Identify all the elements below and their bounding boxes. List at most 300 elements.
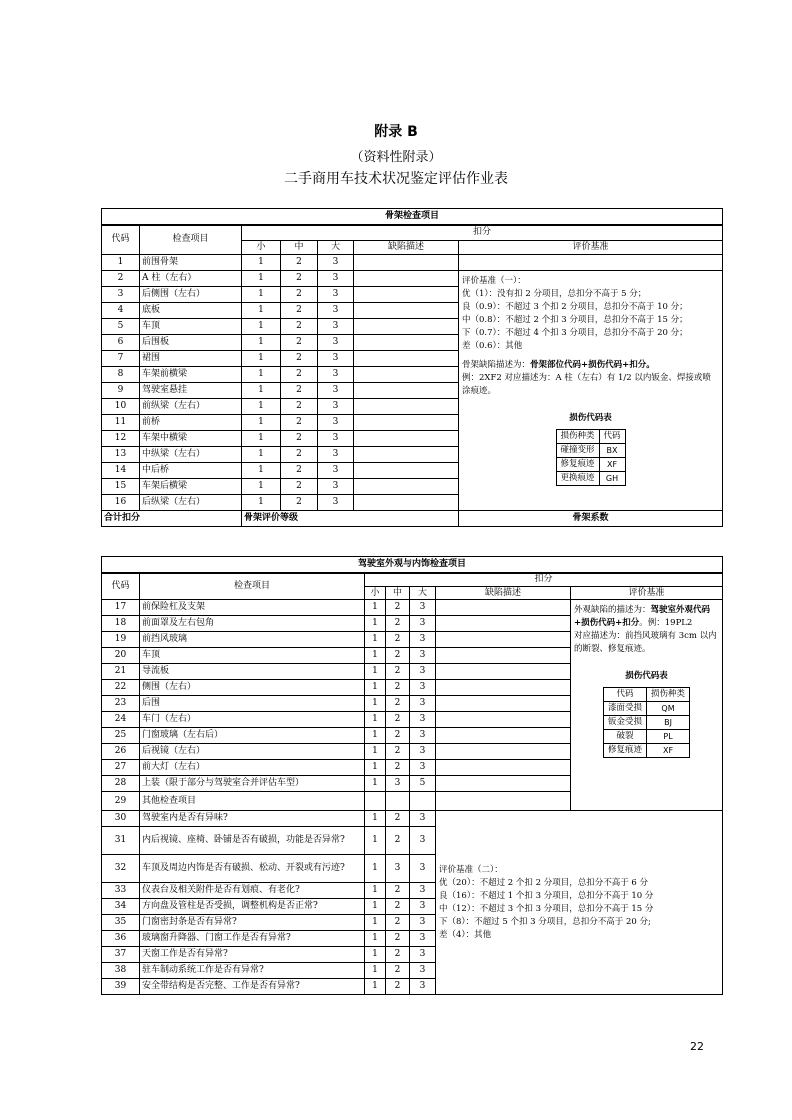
criteria-line: 中（12）：不超过 3 个扣 3 分项目，总扣分不高于 15 分 (439, 903, 654, 914)
cabin-section-title: 驾驶室外观与内饰检查项目 (102, 557, 723, 573)
score-small: 1 (365, 931, 386, 947)
score-mid: 2 (386, 712, 410, 728)
damage-code: XF (599, 458, 625, 472)
criteria-header: 评价基准 (459, 241, 723, 255)
score-big: 3 (318, 287, 354, 303)
score-big: 3 (318, 319, 354, 335)
row-code: 19 (102, 632, 140, 648)
score-small: 1 (242, 335, 281, 351)
row-code: 30 (102, 811, 140, 827)
score-mid: 2 (281, 495, 318, 511)
score-mid: 2 (386, 915, 410, 931)
score-small: 1 (365, 915, 386, 931)
score-big: 3 (318, 447, 354, 463)
defect-rule (462, 359, 719, 372)
defect-header: 缺陷描述 (436, 587, 571, 600)
score-small: 1 (365, 744, 386, 760)
row-item: 前纵梁（左右） (140, 399, 242, 415)
score-mid: 3 (386, 776, 410, 792)
score-big: 3 (410, 744, 436, 760)
row-code: 32 (102, 855, 140, 883)
damage-code: BX (599, 444, 625, 458)
row-item: 后纵梁（左右） (140, 495, 242, 511)
table-row (102, 271, 723, 287)
defect-cell (354, 415, 459, 431)
score-big (410, 792, 436, 811)
table-row (102, 600, 723, 616)
exterior-rule-prefix: 外观缺陷的描述为： (574, 605, 651, 615)
score-big: 3 (318, 479, 354, 495)
frame-grade-label: 骨架评价等级 (242, 511, 459, 527)
row-item: 驾驶室悬挂 (140, 383, 242, 399)
score-mid (386, 792, 410, 811)
row-code: 12 (102, 431, 140, 447)
appendix-title: 附录 B (374, 124, 418, 140)
row-item: 方向盘及管柱是否受损，调整机构是否正常? (140, 899, 365, 915)
damage-type: 漆面受损 (604, 702, 647, 716)
frame-damage-code-table (556, 429, 626, 486)
score-small: 1 (242, 255, 281, 271)
row-item: 驻车制动系统工作是否有异常? (140, 963, 365, 979)
damage-row (556, 458, 625, 472)
row-code: 3 (102, 287, 140, 303)
row-code: 24 (102, 712, 140, 728)
defect-cell (436, 728, 571, 744)
score-mid: 2 (281, 271, 318, 287)
damage-row (604, 702, 690, 716)
row-item: 后侧围（左右） (140, 287, 242, 303)
row-code: 35 (102, 915, 140, 931)
damage-row (604, 716, 690, 730)
defect-cell (436, 664, 571, 680)
score-small: 1 (242, 319, 281, 335)
defect-cell (436, 792, 571, 811)
row-code: 39 (102, 979, 140, 995)
defect-cell (436, 744, 571, 760)
row-code: 21 (102, 664, 140, 680)
score-mid: 2 (386, 728, 410, 744)
defect-cell (354, 463, 459, 479)
row-code: 6 (102, 335, 140, 351)
criteria-line: 差（0.6）：其他 (462, 341, 523, 351)
row-item: 侧围（左右） (140, 680, 365, 696)
score-mid: 2 (386, 827, 410, 855)
defect-rule-prefix: 骨架缺陷描述为： (462, 360, 531, 370)
score-small: 1 (242, 367, 281, 383)
damage-header-cell: 损伤种类 (556, 430, 599, 444)
row-code: 4 (102, 303, 140, 319)
row-item: 仪表台及相关附件是否有划痕、有老化? (140, 883, 365, 899)
score-big: 3 (318, 255, 354, 271)
criteria-header: 评价基准 (571, 587, 723, 600)
defect-cell (436, 776, 571, 792)
exterior-example: 对应描述为：前挡风玻璃有 3cm 以内的断裂、修复痕迹。 (574, 631, 717, 654)
defect-cell (354, 271, 459, 287)
total-deduction-label: 合计扣分 (102, 511, 242, 527)
frame-coefficient-label: 骨架系数 (459, 511, 723, 527)
criteria-line: 下（8）：不超过 5 个扣 3 分项目，总扣分不高于 20 分; (439, 916, 651, 927)
defect-cell (354, 399, 459, 415)
row-code: 31 (102, 827, 140, 855)
row-item: 前桥 (140, 415, 242, 431)
deduct-header: 扣分 (365, 573, 723, 587)
row-item: 车门（左右） (140, 712, 365, 728)
score-mid: 2 (281, 479, 318, 495)
score-big: 3 (318, 351, 354, 367)
row-item: 后围 (140, 696, 365, 712)
exterior-example-lead: 。例：19PL2 (639, 618, 693, 628)
damage-type: 修复痕迹 (604, 744, 647, 758)
score-big: 3 (318, 463, 354, 479)
damage-code: XF (647, 744, 690, 758)
exterior-rule (574, 604, 719, 630)
score-small: 1 (242, 383, 281, 399)
damage-type: 碰撞变形 (556, 444, 599, 458)
defect-cell (354, 479, 459, 495)
score-small (365, 792, 386, 811)
score-big: 3 (410, 648, 436, 664)
score-mid: 2 (386, 811, 410, 827)
criteria-line: 差（4）：其他 (439, 929, 492, 940)
table-row (102, 255, 723, 271)
score-mid: 2 (281, 255, 318, 271)
score-mid: 2 (281, 319, 318, 335)
row-item: 上装（限于部分与驾驶室合并评估车型） (140, 776, 365, 792)
score-small: 1 (242, 495, 281, 511)
row-item: 内后视镜、座椅、卧铺是否有破损，功能是否异常? (140, 827, 365, 855)
row-item: 车顶及周边内饰是否有破损、松动、开裂或有污迹? (140, 855, 365, 883)
defect-cell (436, 632, 571, 648)
damage-table-title: 损伤代码表 (569, 413, 612, 423)
defect-cell (436, 600, 571, 616)
score-big: 5 (410, 776, 436, 792)
score-big: 3 (410, 632, 436, 648)
score-small: 1 (242, 287, 281, 303)
defect-cell (436, 648, 571, 664)
mid-header: 中 (281, 241, 318, 255)
score-small: 1 (365, 696, 386, 712)
damage-code: PL (647, 730, 690, 744)
row-code: 29 (102, 792, 140, 811)
score-small: 1 (365, 811, 386, 827)
defect-cell (354, 351, 459, 367)
score-mid: 2 (386, 979, 410, 995)
score-big: 3 (318, 303, 354, 319)
score-big: 3 (410, 963, 436, 979)
deduct-header: 扣分 (242, 225, 723, 241)
score-big: 3 (318, 271, 354, 287)
score-mid: 2 (281, 431, 318, 447)
score-mid: 2 (386, 760, 410, 776)
criteria-line: 良（16）：不超过 1 个扣 3 分项目，总扣分不高于 10 分 (439, 890, 654, 901)
defect-cell (354, 303, 459, 319)
row-code: 13 (102, 447, 140, 463)
score-big: 3 (410, 855, 436, 883)
score-small: 1 (242, 463, 281, 479)
damage-row (556, 444, 625, 458)
score-big: 3 (318, 399, 354, 415)
score-mid: 3 (386, 855, 410, 883)
score-small: 1 (242, 415, 281, 431)
defect-cell (354, 287, 459, 303)
row-code: 11 (102, 415, 140, 431)
frame-criteria (459, 271, 723, 511)
score-mid: 2 (386, 696, 410, 712)
criteria-line: 优（1）：没有扣 2 分项目，总扣分不高于 5 分； (462, 289, 647, 299)
score-small: 1 (365, 776, 386, 792)
score-big: 3 (410, 979, 436, 995)
score-small: 1 (365, 979, 386, 995)
mid-header: 中 (386, 587, 410, 600)
row-item: 前面罩及左右包角 (140, 616, 365, 632)
row-code: 36 (102, 931, 140, 947)
row-item: 前挡风玻璃 (140, 632, 365, 648)
score-small: 1 (365, 947, 386, 963)
exterior-rule-format: 驾驶室外观代码+损伤代码+扣分 (574, 605, 711, 628)
row-code: 2 (102, 271, 140, 287)
row-code: 5 (102, 319, 140, 335)
code-header: 代码 (102, 225, 140, 255)
defect-cell (354, 383, 459, 399)
appendix-subtitle: （资料性附录） (350, 150, 442, 165)
row-code: 16 (102, 495, 140, 511)
row-item: 前围骨架 (140, 255, 242, 271)
score-big: 3 (318, 431, 354, 447)
score-mid: 2 (281, 447, 318, 463)
row-item: 车架后横梁 (140, 479, 242, 495)
score-mid: 2 (386, 931, 410, 947)
criteria-head: 评价基准（一）： (462, 276, 526, 286)
criteria-line: 优（20）：不超过 2 个扣 2 分项目，总扣分不高于 6 分 (439, 877, 649, 888)
score-small: 1 (365, 616, 386, 632)
row-code: 1 (102, 255, 140, 271)
score-small: 1 (365, 760, 386, 776)
score-small: 1 (242, 271, 281, 287)
row-code: 18 (102, 616, 140, 632)
defect-cell (354, 447, 459, 463)
criteria-line: 良（0.9）：不超过 3 个扣 2 分项目，总扣分不高于 10 分； (462, 302, 688, 312)
row-code: 17 (102, 600, 140, 616)
damage-header-cell: 代码 (599, 430, 625, 444)
row-item: 其他检查项目 (140, 792, 365, 811)
row-item: 底板 (140, 303, 242, 319)
row-item: 后视镜（左右） (140, 744, 365, 760)
score-mid: 2 (281, 335, 318, 351)
defect-cell (354, 495, 459, 511)
damage-type: 修复痕迹 (556, 458, 599, 472)
score-big: 3 (410, 915, 436, 931)
big-header: 大 (318, 241, 354, 255)
score-mid: 2 (386, 744, 410, 760)
summary-row (102, 511, 723, 527)
score-mid: 2 (281, 367, 318, 383)
score-mid: 2 (281, 351, 318, 367)
row-code: 8 (102, 367, 140, 383)
damage-type: 钣金受损 (604, 716, 647, 730)
score-small: 1 (365, 664, 386, 680)
damage-header-cell: 代码 (604, 688, 647, 702)
damage-table-title: 损伤代码表 (625, 671, 668, 681)
score-big: 3 (410, 760, 436, 776)
row-item: 车顶 (140, 648, 365, 664)
big-header: 大 (410, 587, 436, 600)
score-small: 1 (242, 303, 281, 319)
score-small: 1 (365, 728, 386, 744)
row-code: 22 (102, 680, 140, 696)
row-code: 14 (102, 463, 140, 479)
score-mid: 2 (386, 947, 410, 963)
score-big: 3 (410, 811, 436, 827)
small-header: 小 (242, 241, 281, 255)
row-code: 26 (102, 744, 140, 760)
row-code: 28 (102, 776, 140, 792)
score-small: 1 (365, 963, 386, 979)
defect-cell (436, 712, 571, 728)
defect-header: 缺陷描述 (354, 241, 459, 255)
damage-row (556, 472, 625, 486)
score-big: 3 (410, 712, 436, 728)
damage-type: 更换痕迹 (556, 472, 599, 486)
criteria-line: 中（0.8）：不超过 2 个扣 3 分项目，总扣分不高于 15 分； (462, 315, 688, 325)
row-item: 前保险杠及支架 (140, 600, 365, 616)
row-item: 门窗玻璃（左右后） (140, 728, 365, 744)
score-mid: 2 (386, 632, 410, 648)
score-small: 1 (365, 899, 386, 915)
damage-code: BJ (647, 716, 690, 730)
score-mid: 2 (281, 415, 318, 431)
score-big: 3 (410, 947, 436, 963)
interior-criteria (436, 811, 723, 995)
code-header: 代码 (102, 573, 140, 600)
exterior-criteria (571, 600, 723, 811)
page-number: 22 (690, 1040, 704, 1053)
row-code: 10 (102, 399, 140, 415)
defect-cell (436, 760, 571, 776)
defect-cell (354, 255, 459, 271)
damage-row (604, 744, 690, 758)
defect-cell (354, 431, 459, 447)
score-big: 3 (318, 383, 354, 399)
score-big: 3 (318, 367, 354, 383)
score-mid: 2 (386, 616, 410, 632)
row-item: 车架中横梁 (140, 431, 242, 447)
row-item: A 柱（左右） (140, 271, 242, 287)
score-mid: 2 (281, 303, 318, 319)
row-item: 车架前横梁 (140, 367, 242, 383)
score-mid: 2 (386, 648, 410, 664)
score-big: 3 (410, 883, 436, 899)
criteria-head: 评价基准（二）： (439, 864, 503, 875)
row-item: 中后桥 (140, 463, 242, 479)
row-item: 前大灯（左右） (140, 760, 365, 776)
score-big: 3 (410, 899, 436, 915)
score-big: 3 (410, 728, 436, 744)
row-code: 38 (102, 963, 140, 979)
score-small: 1 (242, 351, 281, 367)
score-small: 1 (242, 447, 281, 463)
score-small: 1 (365, 600, 386, 616)
row-item: 安全带结构是否完整、工作是否有异常? (140, 979, 365, 995)
score-big: 3 (318, 495, 354, 511)
score-small: 1 (365, 712, 386, 728)
defect-example: 例：2XF2 对应描述为：A 柱（左右）有 1/2 以内钣金、焊接或喷涂痕迹。 (462, 373, 711, 396)
row-code: 27 (102, 760, 140, 776)
score-small: 1 (365, 648, 386, 664)
score-small: 1 (365, 883, 386, 899)
row-code: 23 (102, 696, 140, 712)
row-item: 门窗密封条是否有异常? (140, 915, 365, 931)
score-mid: 2 (386, 680, 410, 696)
damage-row (604, 730, 690, 744)
row-code: 20 (102, 648, 140, 664)
score-small: 1 (365, 680, 386, 696)
score-big: 3 (410, 680, 436, 696)
cabin-inspection-table (101, 556, 723, 995)
damage-type: 破裂 (604, 730, 647, 744)
row-code: 25 (102, 728, 140, 744)
score-small: 1 (242, 399, 281, 415)
score-small: 1 (242, 479, 281, 495)
score-small: 1 (365, 855, 386, 883)
row-item: 驾驶室内是否有异味? (140, 811, 365, 827)
score-big: 3 (410, 827, 436, 855)
cabin-damage-code-table (603, 687, 690, 758)
score-mid: 2 (281, 287, 318, 303)
score-small: 1 (365, 632, 386, 648)
score-mid: 2 (386, 899, 410, 915)
score-mid: 2 (281, 463, 318, 479)
table-row (102, 811, 723, 827)
damage-code: GH (599, 472, 625, 486)
row-code: 7 (102, 351, 140, 367)
row-item: 导流板 (140, 664, 365, 680)
score-mid: 2 (386, 963, 410, 979)
damage-code: QM (647, 702, 690, 716)
score-mid: 2 (386, 883, 410, 899)
item-header: 检查项目 (140, 225, 242, 255)
damage-header-cell: 损伤种类 (647, 688, 690, 702)
small-header: 小 (365, 587, 386, 600)
row-code: 34 (102, 899, 140, 915)
score-big: 3 (410, 664, 436, 680)
defect-cell (436, 680, 571, 696)
row-code: 15 (102, 479, 140, 495)
row-item: 天窗工作是否有异常? (140, 947, 365, 963)
score-big: 3 (318, 415, 354, 431)
criteria-top-cell (459, 255, 723, 271)
defect-cell (354, 335, 459, 351)
score-mid: 2 (281, 383, 318, 399)
score-small: 1 (242, 431, 281, 447)
document-title: 二手商用车技术状况鉴定评估作业表 (284, 171, 508, 187)
row-code: 33 (102, 883, 140, 899)
defect-cell (354, 319, 459, 335)
defect-cell (436, 696, 571, 712)
row-item: 车顶 (140, 319, 242, 335)
score-mid: 2 (386, 600, 410, 616)
row-code: 37 (102, 947, 140, 963)
item-header: 检查项目 (140, 573, 365, 600)
score-big: 3 (318, 335, 354, 351)
score-mid: 2 (386, 664, 410, 680)
score-big: 3 (410, 600, 436, 616)
row-item: 裙围 (140, 351, 242, 367)
row-item: 玻璃窗升降器、门窗工作是否有异常? (140, 931, 365, 947)
criteria-line: 下（0.7）：不超过 4 个扣 3 分项目，总扣分不高于 20 分； (462, 328, 688, 338)
score-small: 1 (365, 827, 386, 855)
row-item: 中纵梁（左右） (140, 447, 242, 463)
row-code: 9 (102, 383, 140, 399)
